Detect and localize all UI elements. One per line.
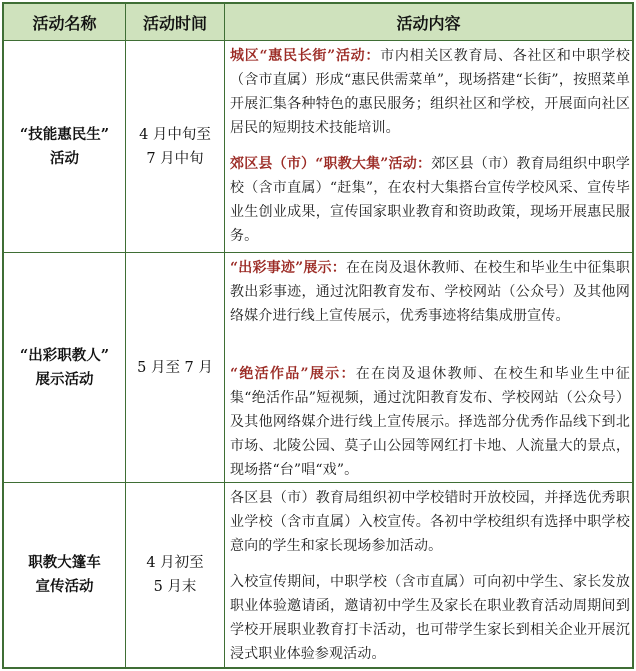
- activity-table: [2, 2, 634, 669]
- row2-p1-text: 在在岗及退休教师、在校生和毕业生中征集职教出彩事迹，通过沈阳教育发布、学校网站（公众号）及其他网络媒介进行线上宣传展示，优秀事迹将结集成册宣传。: [230, 260, 630, 324]
- row2-name-line1: “出彩职教人”: [19, 346, 110, 364]
- row1-activity-name: [4, 41, 125, 252]
- row1-name-line1: “技能惠民生”: [19, 125, 110, 143]
- row1-time-line2: 7 月中旬: [146, 150, 204, 167]
- row2-p2-highlight: “绝活作品”展示：: [230, 366, 356, 382]
- row1-paragraph-1: [230, 44, 630, 140]
- row2-p1-highlight: “出彩事迹”展示：: [230, 260, 346, 276]
- column-divider: [224, 4, 225, 667]
- row1-p2-highlight: 郊区县（市）“职教大集”活动：: [230, 156, 432, 172]
- row1-p1-text: 市内相关区教育局、各社区和中职学校（含市直属）形成“惠民供需菜单”，现场搭建“长街”，按照菜单开展汇集各种特色的惠民服务；组织社区和学校，开展面向社区居民的短期技术技能培训。: [230, 48, 630, 136]
- row3-paragraph-2: [230, 570, 630, 666]
- row2-activity-time: [126, 253, 224, 482]
- row2-p2-text: 在在岗及退休教师、在校生和毕业生中征集“绝活作品”短视频，通过沈阳教育发布、学校网站（公众号）及其他网络媒介进行线上宣传展示。择选部分优秀作品线下到北市场、北陵公园、莫子山公园等网红打卡地、人流量大的景点，现场搭“台”唱“戏”。: [230, 366, 630, 478]
- row3-time-line2: 5 月末: [153, 579, 197, 595]
- row3-activity-time: [126, 483, 224, 667]
- row3-name-line2: 宣传活动: [35, 578, 94, 595]
- row1-p1-highlight: 城区“惠民长街”活动：: [230, 48, 381, 64]
- row2-activity-name: [4, 253, 125, 482]
- row1-name-line2: 活动: [50, 149, 79, 167]
- row3-activity-name: [4, 483, 125, 667]
- row3-paragraph-1: [230, 486, 630, 558]
- row3-name-line1: 职教大篷车: [28, 554, 101, 571]
- row1-paragraph-2: [230, 152, 630, 248]
- header-activity-time: 活动时间: [126, 4, 224, 40]
- row2-paragraph-2: [230, 362, 630, 482]
- row3-time-line1: 4 月初至: [146, 555, 204, 571]
- row1-p2-text: 郊区县（市）教育局组织中职学校（含市直属）“赶集”，在农村大集搭台宣传学校风采、宣传毕业生创业成果，宣传国家职业教育和资助政策，现场开展惠民服务。: [230, 156, 630, 244]
- row2-name-line2: 展示活动: [35, 370, 94, 388]
- row1-time-line1: 4 月中旬至: [139, 126, 211, 143]
- row2-paragraph-1: [230, 256, 630, 328]
- header-activity-content: 活动内容: [225, 4, 632, 40]
- row3-p2-text: 入校宣传期间，中职学校（含市直属）可向初中学生、家长发放职业体验邀请函，邀请初中学生及家长在职业教育活动周期间到学校开展职业教育打卡活动，也可带学生家长到相关企业开展沉浸式职业体验参观活动。: [230, 574, 630, 662]
- row3-p1-text: 各区县（市）教育局组织初中学校错时开放校园，并择选优秀职业学校（含市直属）入校宣传。各初中学校组织有选择中职学校意向的学生和家长现场参加活动。: [230, 490, 630, 554]
- header-activity-name: 活动名称: [4, 4, 125, 40]
- row1-activity-time: [126, 41, 224, 252]
- row2-time-line1: 5 月至 7 月: [137, 359, 213, 376]
